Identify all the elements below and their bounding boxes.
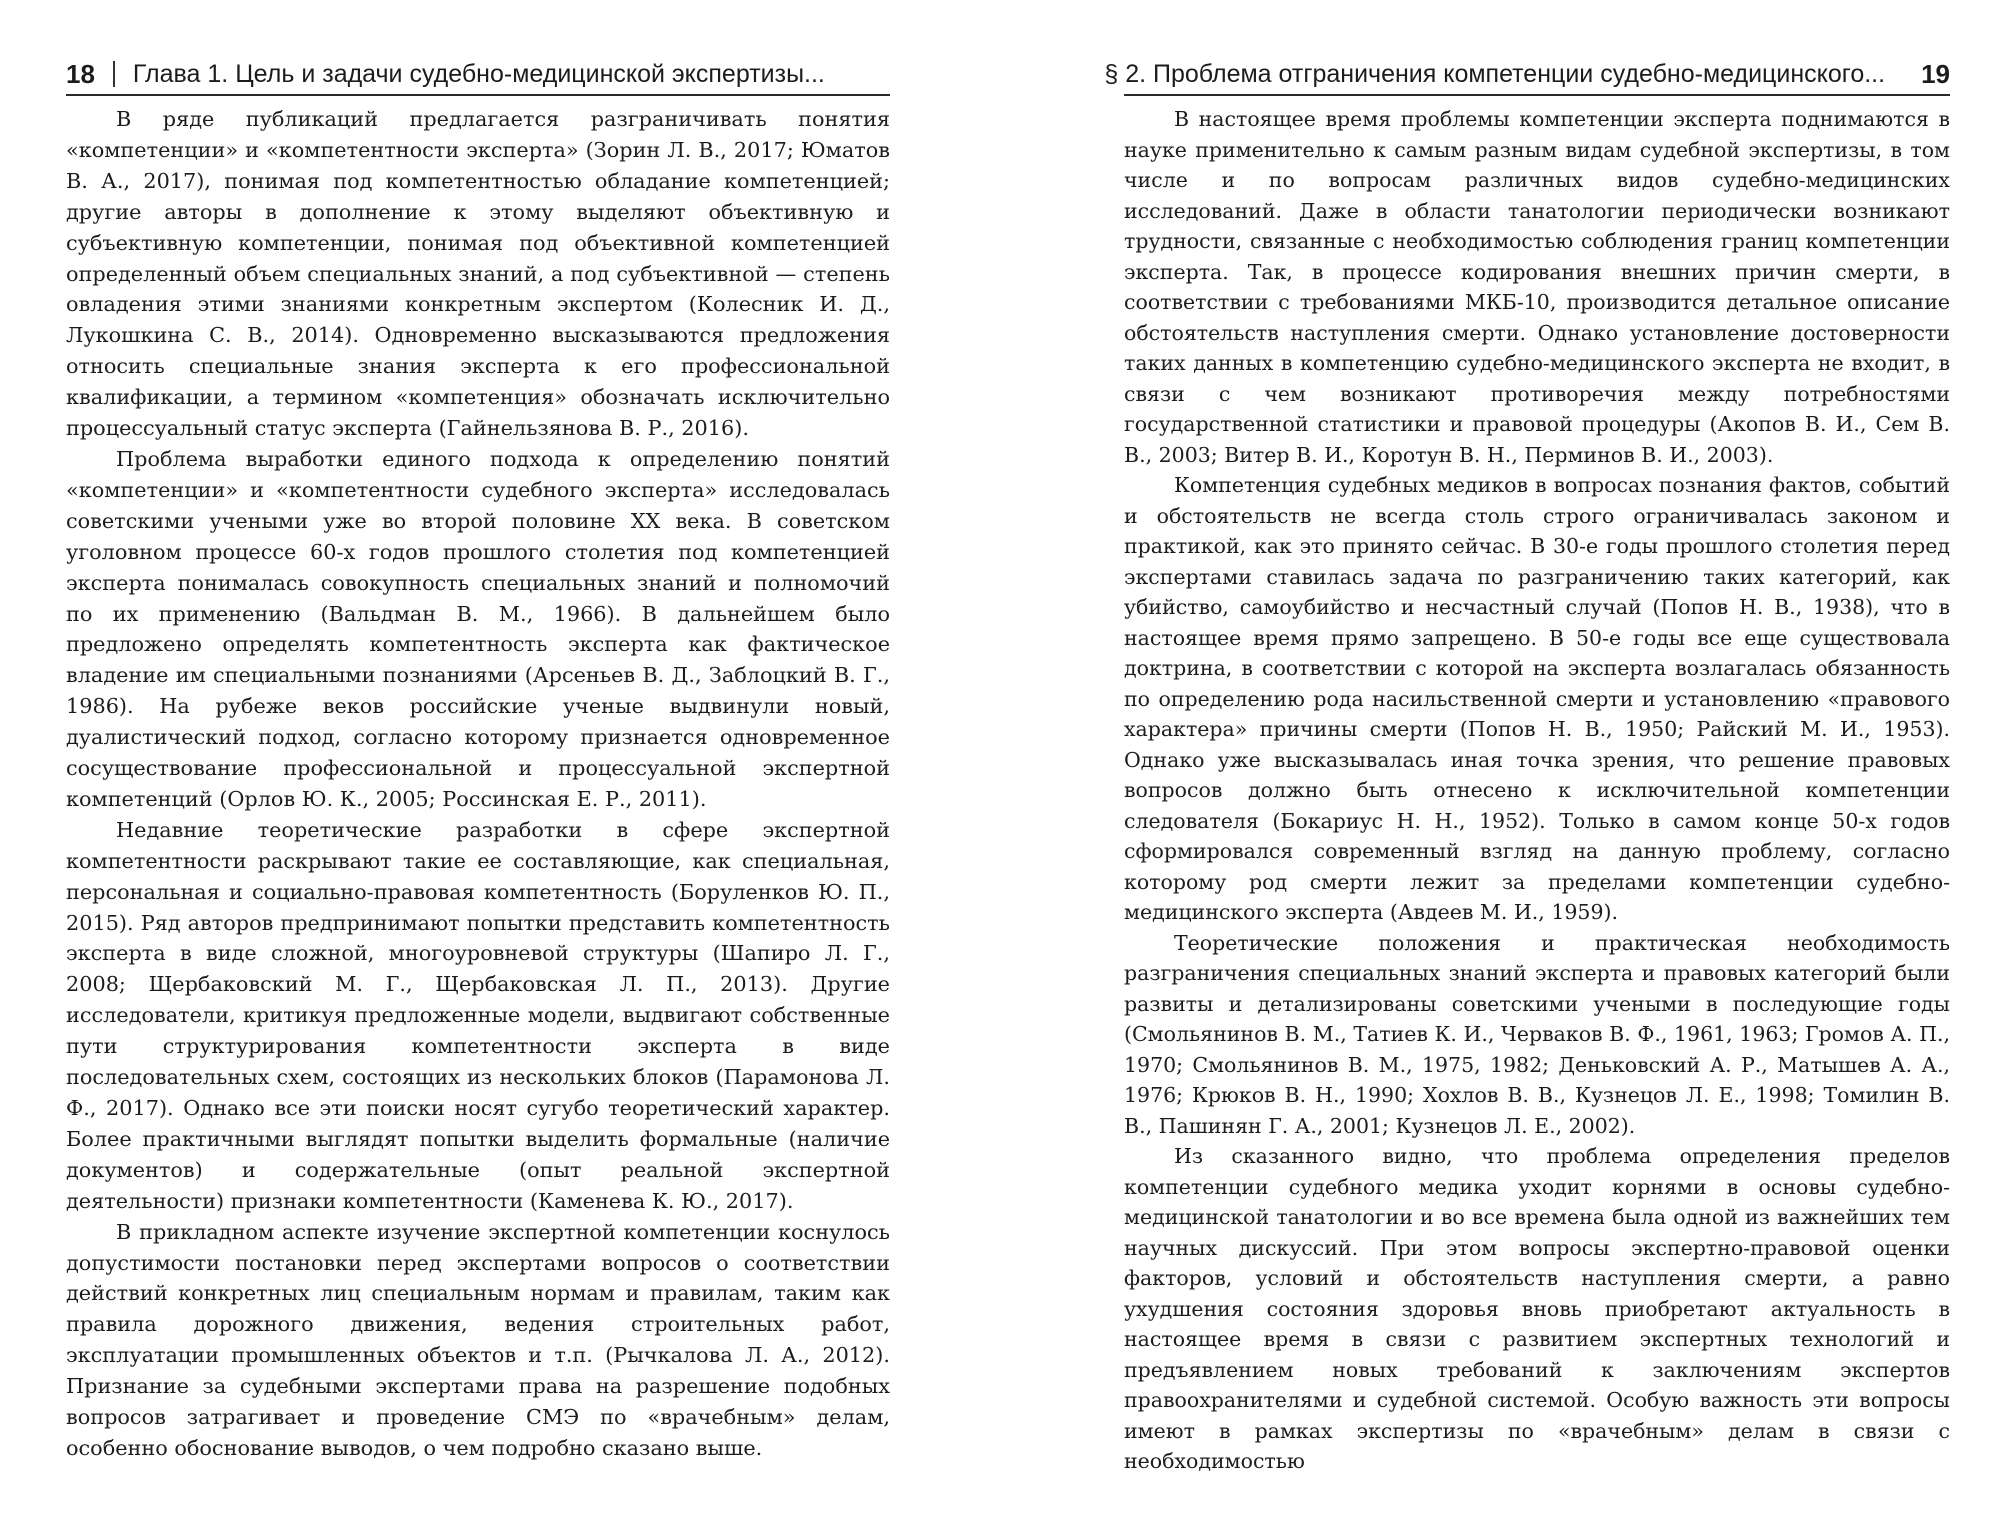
- left-page-text: [66, 104, 890, 1464]
- right-page-text: [1124, 104, 1950, 1477]
- header-rule: [1124, 94, 1950, 96]
- page-number: 18: [66, 58, 95, 89]
- paragraph: Компетенция судебных медиков в вопросах познания фактов, событий и обстоятельств не всегда столь строго ограничивалась законом и практикой, как это принято сейчас. В 30-е годы прошлого столетия перед экспертами ставилась задача по разграничению таких категорий, как убийство, самоубийство и несчастный случай (Попов Н. В., 1938), что в настоящее время прямо запрещено. В 50-е годы все еще существовала доктрина, в соответствии с которой на эксперта возлагалась обязанность по определению рода насильственной смерти и установлению «правового характера» причины смерти (Попов Н. В., 1950; Райский М. И., 1953). Однако уже высказывалась иная точка зрения, что решение правовых вопросов должно быть отнесено к исключительной компетенции следователя (Бокариус Н. Н., 1952). Только в самом конце 50-х годов сформировался современный взгляд на данную проблему, согласно которому род смерти лежит за пределами компетенции судебно-медицинского эксперта (Авдеев М. И., 1959).: [1124, 473, 1950, 924]
- paragraph: Проблема выработки единого подхода к определению понятий «компетенции» и «компетентности судебного эксперта» исследовалась советскими учеными уже во второй половине XX века. В советском уголовном процессе 60-х годов прошлого столетия под компетенцией эксперта понималась совокупность специальных знаний и полномочий по их применению (Вальдман В. М., 1966). В дальнейшем было предложено определять компетентность эксперта как фактическое владение им специальными познаниями (Арсеньев В. Д., Заблоцкий В. Г., 1986). На рубеже веков российские ученые выдвинули новый, дуалистический подход, согласно которому признается одновременное сосуществование профессиональной и процессуальной экспертной компетенций (Орлов Ю. К., 2005; Россинская Е. Р., 2011).: [66, 446, 890, 811]
- running-head-title: Глава 1. Цель и задачи судебно-медицинской экспертизы...: [132, 59, 825, 88]
- running-head-title: § 2. Проблема отграничения компетенции судебно-медицинского...: [1104, 59, 1886, 88]
- paragraph: В настоящее время проблемы компетенции эксперта поднимаются в науке применительно к самым разным видам судебной экспертизы, в том числе и по вопросам различных видов судебно-медицинских исследований. Даже в области танатологии периодически возникают трудности, связанные с необходимостью соблюдения границ компетенции эксперта. Так, в процессе кодирования внешних причин смерти, в соответствии с требованиями МКБ-10, производится детальное описание обстоятельств наступления смерти. Однако установление достоверности таких данных в компетенцию судебно-медицинского эксперта не входит, в связи с чем возникают противоречия между потребностями государственной статистики и правовой процедуры (Акопов В. И., Сем В. В., 2003; Витер В. И., Коротун В. Н., Перминов В. И., 2003).: [1124, 107, 1950, 467]
- paragraph: В прикладном аспекте изучение экспертной компетенции коснулось допустимости постановки перед экспертами вопросов о соответствии действий конкретных лиц специальным нормам и правилам, таким как правила дорожного движения, ведения строительных работ, эксплуатации промышленных объектов и т.п. (Рычкалова Л. А., 2012). Признание за судебными экспертами права на разрешение подобных вопросов затрагивает и проведение СМЭ по «врачебным» делам, особенно обоснование выводов, о чем подробно сказано выше.: [66, 1219, 890, 1460]
- paragraph: Из сказанного видно, что проблема определения пределов компетенции судебного медика уходит корнями в основы судебно-медицинской танатологии и во все времена была одной из важнейших тем научных дискуссий. При этом вопросы экспертно-правовой оценки факторов, условий и обстоятельств наступления смерти, а равно ухудшения состояния здоровья вновь приобретают актуальность в настоящее время в связи с развитием экспертных технологий и предъявлением новых требований к заключениям экспертов правоохранителями и судебной системой. Особую важность эти вопросы имеют в рамках экспертизы по «врачебным» делам в связи с необходимостью: [1124, 1144, 1950, 1473]
- paragraph: Недавние теоретические разработки в сфере экспертной компетентности раскрывают такие ее составляющие, как специальная, персональная и социально-правовая компетентность (Боруленков Ю. П., 2015). Ряд авторов предпринимают попытки представить компетентность эксперта в виде сложной, многоуровневой структуры (Шапиро Л. Г., 2008; Щербаковский М. Г., Щербаковская Л. П., 2013). Другие исследователи, критикуя предложенные модели, выдвигают собственные пути структурирования компетентности эксперта в виде последовательных схем, состоящих из нескольких блоков (Парамонова Л. Ф., 2017). Однако все эти поиски носят сугубо теоретический характер. Более практичными выглядят попытки выделить формальные (наличие документов) и содержательные (опыт реальной экспертной деятельности) признаки компетентности (Каменева К. Ю., 2017).: [66, 817, 890, 1213]
- page-number: 19: [1921, 58, 1950, 89]
- right-page: [1000, 0, 2000, 1518]
- header-separator: [113, 61, 115, 87]
- left-running-header: [66, 56, 890, 92]
- paragraph: Теоретические положения и практическая необходимость разграничения специальных знаний эксперта и правовых категорий были развиты и детализированы советскими учеными в последующие годы (Смольянинов В. М., Татиев К. И., Черваков В. Ф., 1961, 1963; Громов А. П., 1970; Смольянинов В. М., 1975, 1982; Деньковский А. Р., Матышев А. А., 1976; Крюков В. Н., 1990; Хохлов В. В., Кузнецов Л. Е., 1998; Томилин В. В., Пашинян Г. А., 2001; Кузнецов Л. Е., 2002).: [1124, 930, 1950, 1138]
- right-running-header: [1104, 56, 1950, 92]
- paragraph: В ряде публикаций предлагается разграничивать понятия «компетенции» и «компетентности эксперта» (Зорин Л. В., 2017; Юматов В. А., 2017), понимая под компетентностью обладание компетенцией; другие авторы в дополнение к этому выделяют объективную и субъективную компетенции, понимая под объективной компетенцией определенный объем специальных знаний, а под субъективной — степень овладения этими знаниями конкретным экспертом (Колесник И. Д., Лукошкина С. В., 2014). Одновременно высказываются предложения относить специальные знания эксперта к его профессиональной квалификации, а термином «компетенция» обозначать исключительно процессуальный статус эксперта (Гайнельзянова В. Р., 2016).: [66, 107, 890, 441]
- header-rule: [66, 94, 890, 96]
